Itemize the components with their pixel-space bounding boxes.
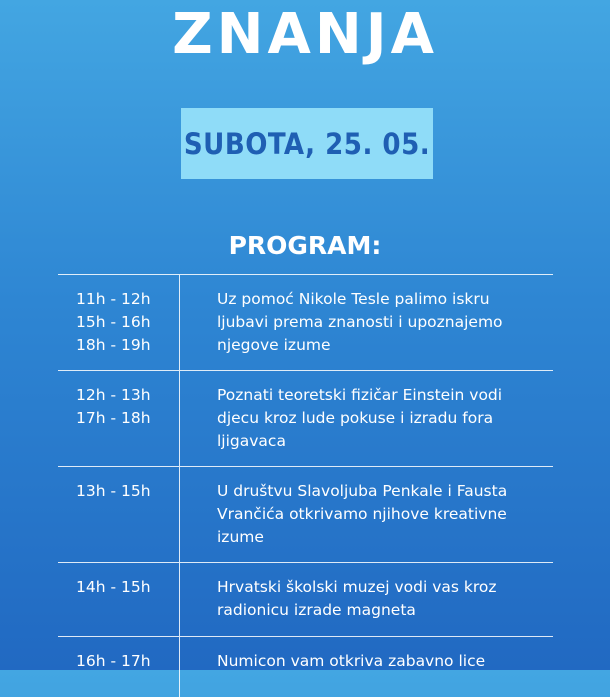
schedule-row (58, 637, 553, 697)
time-column (58, 467, 180, 562)
description-line: Vrančića otkrivamo njihove kreativne (217, 505, 507, 523)
time-slot: 14h - 15h (76, 578, 151, 596)
activity-description (180, 275, 553, 370)
description-line: ljigavaca (217, 432, 286, 450)
time-slot: 15h - 16h (76, 313, 151, 331)
description-line: radionicu izrade magneta (217, 601, 416, 619)
time-column (58, 275, 180, 370)
description-line: ljubavi prema znanosti i upoznajemo (217, 313, 503, 331)
description-line: Hrvatski školski muzej vodi vas kroz (217, 578, 497, 596)
page-title: ZNANJA (172, 2, 438, 67)
description-line: Numicon vam otkriva zabavno lice (217, 652, 486, 670)
time-slot: 13h - 15h (76, 482, 151, 500)
event-date: SUBOTA, 25. 05. (183, 126, 431, 161)
time-column (58, 637, 180, 697)
time-column (58, 371, 180, 466)
time-column (58, 563, 180, 636)
date-banner (181, 108, 433, 179)
activity-description (180, 563, 553, 636)
time-slot: 12h - 13h (76, 386, 151, 404)
time-slot: 17h - 18h (76, 409, 151, 427)
description-line: U društvu Slavoljuba Penkale i Fausta (217, 482, 508, 500)
activity-description (180, 371, 553, 466)
description-line: izume (217, 528, 264, 546)
description-line: djecu kroz lude pokuse i izradu fora (217, 409, 494, 427)
time-slot: 11h - 12h (76, 290, 151, 308)
schedule-row (58, 275, 553, 371)
schedule-row (58, 371, 553, 467)
time-slot: 18h - 19h (76, 336, 151, 354)
time-slot: 16h - 17h (76, 652, 151, 670)
activity-description (180, 637, 553, 697)
schedule-table (58, 274, 553, 697)
description-line: Poznati teoretski fizičar Einstein vodi (217, 386, 503, 404)
program-heading: PROGRAM: (228, 231, 382, 260)
description-line: njegove izume (217, 336, 331, 354)
description-line: Uz pomoć Nikole Tesle palimo iskru (217, 290, 490, 308)
schedule-row (58, 563, 553, 637)
activity-description (180, 467, 553, 562)
schedule-row (58, 467, 553, 563)
